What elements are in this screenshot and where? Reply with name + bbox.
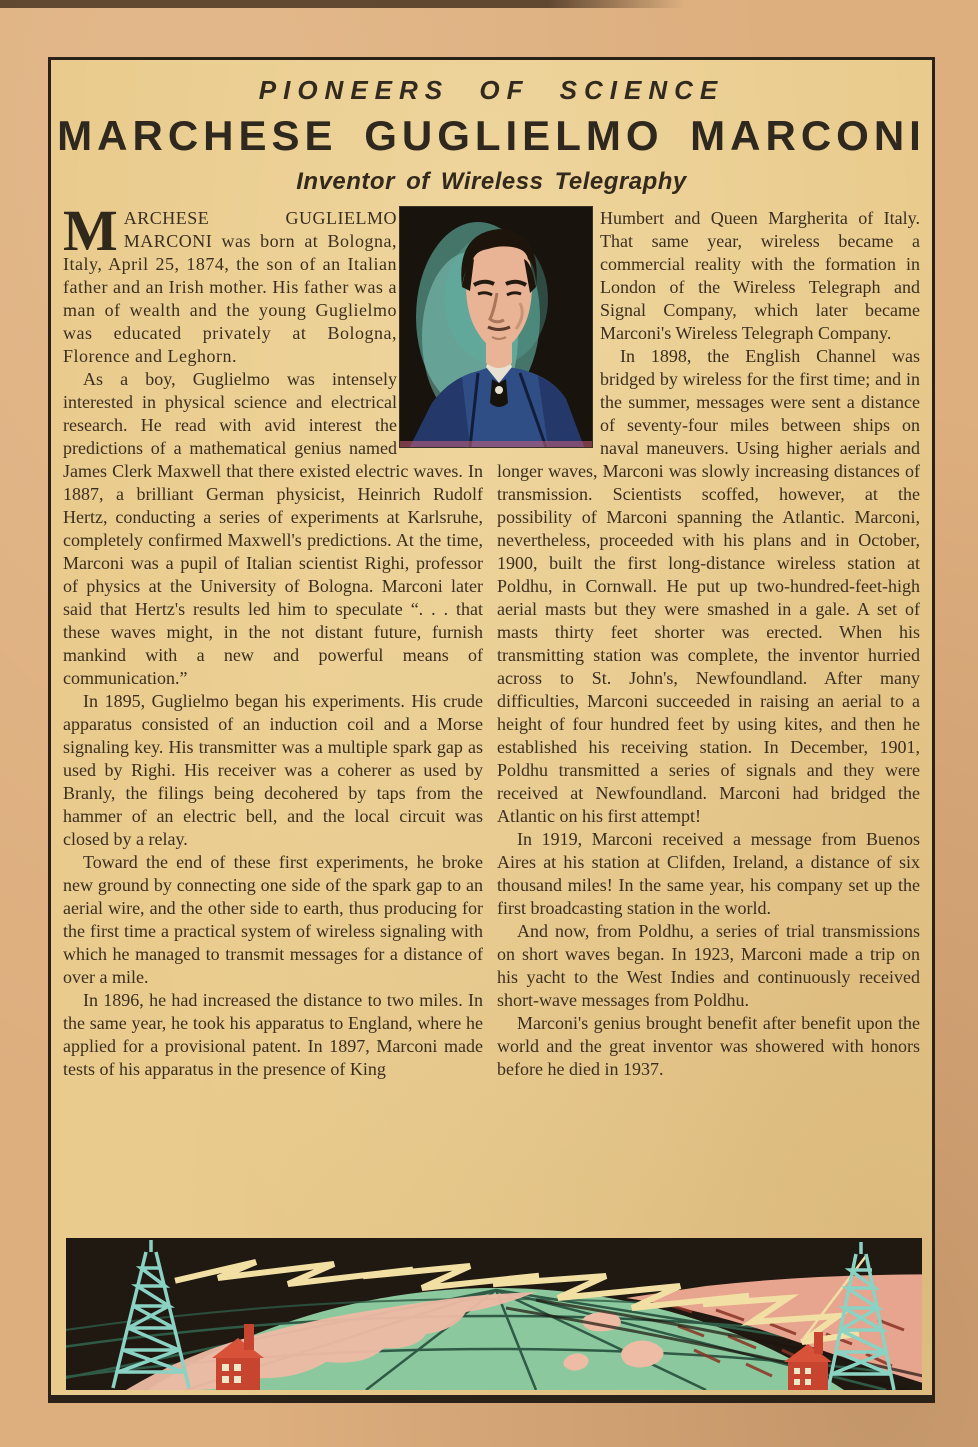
- page-frame: [48, 57, 935, 1403]
- paragraph: In 1895, Guglielmo began his experiments. His crude apparatus consisted of an induction coil and a Morse signaling key. His transmitter was a multiple spark gap as used by Righi. His receiver was a coherer as used by Branly, the filings being decohered by taps from the hammer of an electric bell, and the local circuit was closed by a relay.: [63, 691, 483, 849]
- page-subtitle: Inventor of Wireless Telegraphy: [296, 168, 687, 195]
- page-title: MARCHESE GUGLIELMO MARCONI: [57, 112, 926, 159]
- portrait-art: [400, 207, 592, 447]
- paragraph: And now, from Poldhu, a series of trial transmissions on short waves began. In 1923, Marconi made a trip on his yacht to the West Indies and continuously received short-wave messages from Poldhu.: [497, 921, 920, 1010]
- title-block: [51, 60, 932, 207]
- paragraph: In 1896, he had increased the distance to two miles. In the same year, he took his apparatus to England, where he applied for a provisional patent. In 1897, Marconi made tests of his apparatus in the presence of King: [63, 990, 483, 1079]
- paragraph: Toward the end of these first experiments, he broke new ground by connecting one side of the spark gap to an aerial wire, and the other side to earth, thus producing for the first time a practical system of wireless signaling with which he managed to transmit messages for a distance of over a mile.: [63, 852, 483, 987]
- series-kicker: PIONEERS OF SCIENCE: [258, 75, 725, 105]
- paragraph: Marconi's genius brought benefit after benefit upon the world and the great inventor was showered with honors before he died in 1937.: [497, 1013, 920, 1079]
- paragraph: In 1898, the English Channel was bridged by wireless for the first time; and in the summer, messages were sent a distance of seventy-four miles between ships on naval maneuvers. Using higher aerials and longer waves, Marconi was slowly increasing distances of transmission. Scientists scoffed, however, at the possibility of Marconi spanning the Atlantic. Marconi, nevertheless, proceeded with his plans and in October, 1900, built the first long-distance wireless station at Poldhu, in Cornwall. He put up two-hundred-feet-high aerial masts but they were smashed in a gale. A set of masts thirty feet shorter was erected. When his transmitting station was complete, the inventor hurried across to St. John's, Newfoundland. After many difficulties, Marconi succeeded in raising an aerial to a height of four hundred feet by using kites, and then he established his receiving station. In December, 1901, Poldhu transmitted a series of signals and they were received at Newfoundland. Marconi had bridged the Atlantic on his first attempt!: [497, 346, 920, 826]
- paragraph: In 1919, Marconi received a message from Buenos Aires at his station at Clifden, Ireland, a distance of six thousand miles! In the same year, his company set up the first broadcasting station in the world.: [497, 829, 920, 918]
- paragraph: As a boy, Guglielmo was intensely interested in physical science and electrical research. He read with avid interest the predictions of a mathematical genius named James Clerk Maxwell that there existed electric waves. In 1887, a brilliant German physicist, Heinrich Rudolf Hertz, conducting a series of experiments at Karlsruhe, completely confirmed Maxwell's predictions. At the time, Marconi was a pupil of Italian scientist Righi, professor of physics at the University of Bologna. Marconi later said that Hertz's results led him to speculate “. . . that these waves might, in the not distant future, furnish mankind with a new and powerful means of communication.”: [63, 369, 483, 688]
- paragraph: Humbert and Queen Margherita of Italy. That same year, wireless became a commercial reality with the formation in London of the Wireless Telegraph and Signal Company, which later became Marconi's Wireless Telegraph Company.: [600, 208, 920, 343]
- drop-cap: M: [63, 198, 118, 263]
- globe-lightning-illustration: [66, 1238, 922, 1390]
- article-body: [51, 198, 932, 1081]
- paragraph: MARCHESE GUGLIELMO MARCONI was born at Bologna, Italy, April 25, 1874, the son of an Italian father and an Irish mother. His father was a man of wealth and the young Guglielmo was educated privately at Bologna, Florence and Leghorn.: [63, 198, 397, 366]
- footer-art: [66, 1238, 922, 1390]
- marconi-portrait-illustration: [400, 207, 592, 447]
